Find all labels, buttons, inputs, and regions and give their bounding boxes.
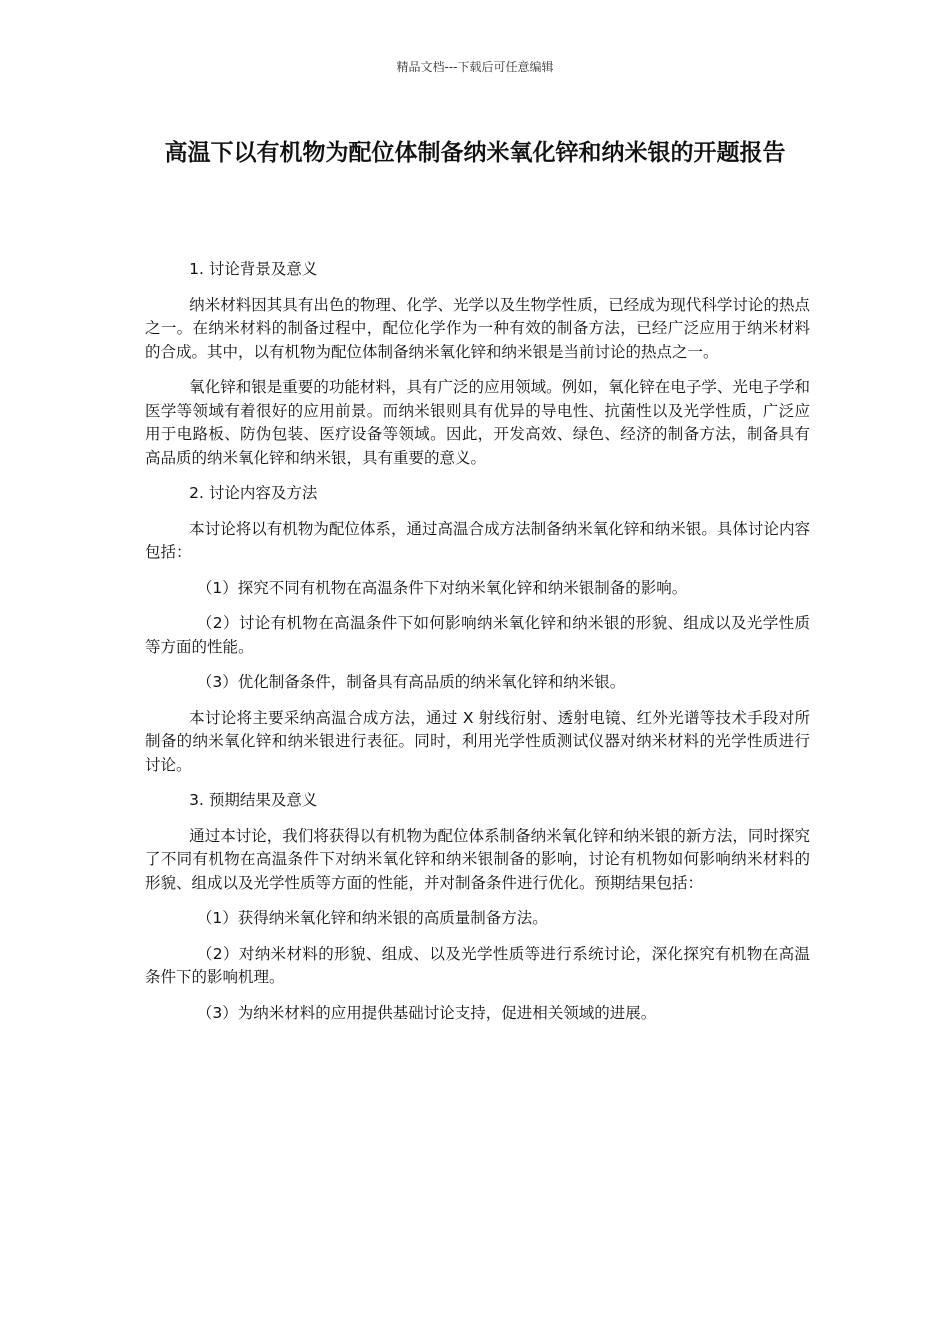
paragraph: 通过本讨论，我们将获得以有机物为配位体系制备纳米氧化锌和纳米银的新方法，同时探究了不同有机物在高温条件下对纳米氧化锌和纳米银制备的影响，讨论有机物如何影响纳米材料的形貌、组成以及光学性质等方面的性能，并对制备条件进行优化。预期结果包括：	[145, 826, 810, 892]
list-item: （2）讨论有机物在高温条件下如何影响纳米氧化锌和纳米银的形貌、组成以及光学性质等方面的性能。	[145, 614, 810, 656]
page-header: 精品文档---下载后可任意编辑	[396, 60, 554, 74]
paragraph: 本讨论将以有机物为配位体系，通过高温合成方法制备纳米氧化锌和纳米银。具体讨论内容包括：	[145, 519, 810, 561]
list-item: （1）获得纳米氧化锌和纳米银的高质量制备方法。	[196, 909, 548, 927]
paragraph: 本讨论将主要采纳高温合成方法，通过 X 射线衍射、透射电镜、红外光谱等技术手段对所制备的纳米氧化锌和纳米银进行表征。同时，利用光学性质测试仪器对纳米材料的光学性质进行讨论。	[145, 708, 810, 774]
list-item: （1）探究不同有机物在高温条件下对纳米氧化锌和纳米银制备的影响。	[196, 578, 688, 597]
section-heading: 3. 预期结果及意义	[189, 791, 318, 809]
list-item: （2）对纳米材料的形貌、组成、以及光学性质等进行系统讨论，深化探究有机物在高温条件下的影响机理。	[145, 944, 810, 986]
section-heading: 2. 讨论内容及方法	[189, 484, 318, 502]
paragraph: 纳米材料因其具有出色的物理、化学、光学以及生物学性质，已经成为现代科学讨论的热点之一。在纳米材料的制备过程中，配位化学作为一种有效的制备方法，已经广泛应用于纳米材料的合成。其中，以有机物为配位体制备纳米氧化锌和纳米银是当前讨论的热点之一。	[145, 295, 810, 361]
list-item: （3）优化制备条件，制备具有高品质的纳米氧化锌和纳米银。	[196, 673, 626, 691]
section-heading: 1. 讨论背景及意义	[189, 260, 318, 278]
list-item: （3）为纳米材料的应用提供基础讨论支持，促进相关领域的进展。	[196, 1003, 657, 1022]
document-body	[145, 258, 810, 1037]
document-title: 高温下以有机物为配位体制备纳米氧化锌和纳米银的开题报告	[164, 140, 786, 166]
paragraph: 氧化锌和银是重要的功能材料，具有广泛的应用领域。例如，氧化锌在电子学、光电子学和医学等领域有着很好的应用前景。而纳米银则具有优异的导电性、抗菌性以及光学性质，广泛应用于电路板、防伪包装、医疗设备等领域。因此，开发高效、绿色、经济的制备方法，制备具有高品质的纳米氧化锌和纳米银，具有重要的意义。	[145, 378, 810, 467]
